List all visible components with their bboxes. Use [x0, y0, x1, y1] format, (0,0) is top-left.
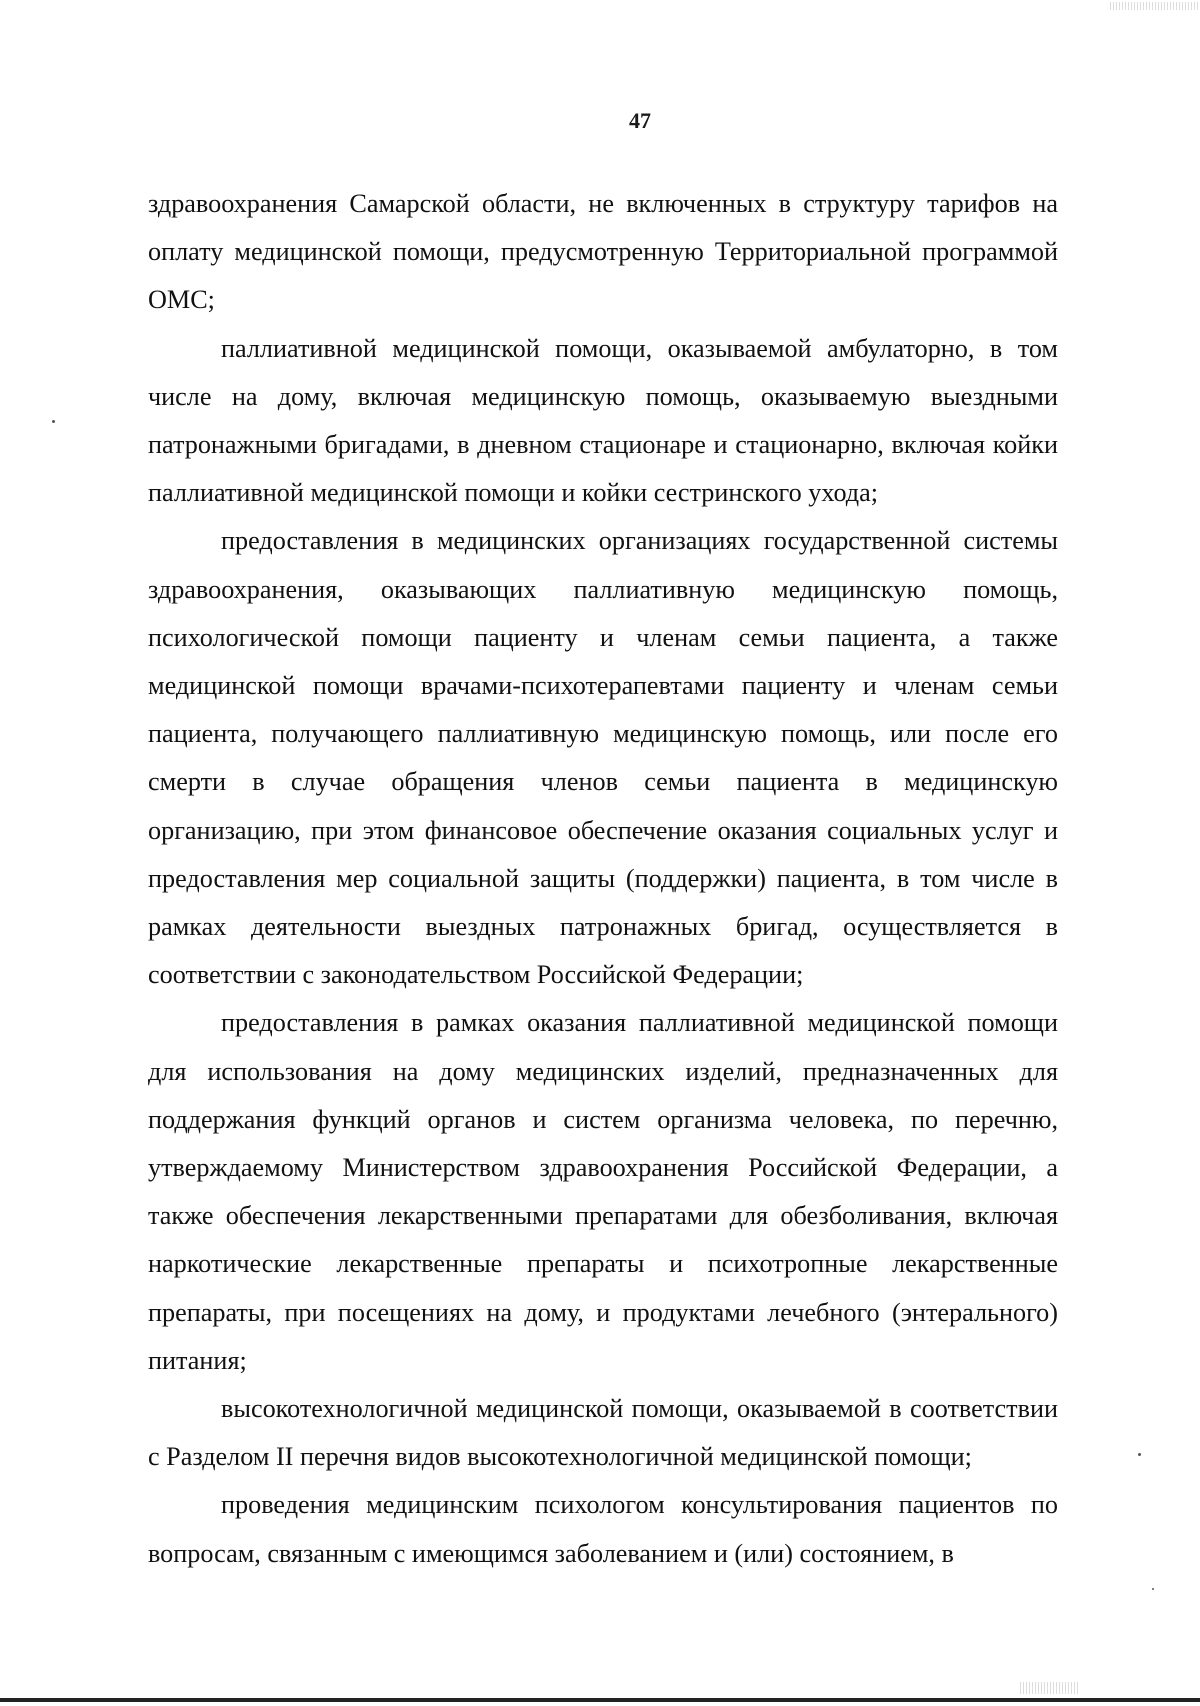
scan-edge-line — [0, 1698, 1200, 1702]
scan-speck — [52, 420, 55, 423]
paragraph-3: предоставления в медицинских организациях государственной системы здравоохранения, оказывающих паллиативную медицинскую помощь, психологической помощи пациенту и членам семьи пациента, а также медицинской помощи врачами-психотерапевтами пациенту и членам семьи пациента, получающего паллиативную медицинскую помощь, или после его смерти в случае обращения членов семьи пациента в медицинскую организацию, при этом финансовое обеспечение оказания социальных услуг и предоставления мер социальной защиты (поддержки) пациента, в том числе в рамках деятельности выездных патронажных бригад, осуществляется в соответствии с законодательством Российской Федерации; — [148, 526, 1058, 990]
paragraph-1: здравоохранения Самарской области, не включенных в структуру тарифов на оплату медицинской помощи, предусмотренную Территориальной программой ОМС; — [148, 189, 1058, 315]
scan-smudge — [1110, 2, 1198, 10]
paragraph-6: проведения медицинским психологом консультирования пациентов по вопросам, связанным с имеющимся заболеванием и (или) состоянием, в — [148, 1490, 1058, 1568]
page-number: 47 — [629, 108, 651, 133]
scan-speck — [1152, 1588, 1154, 1590]
body-text — [148, 180, 1058, 1578]
paragraph-5: высокотехнологичной медицинской помощи, оказываемой в соответствии с Разделом II перечня видов высокотехнологичной медицинской помощи; — [148, 1394, 1058, 1472]
paragraph-2: паллиативной медицинской помощи, оказываемой амбулаторно, в том числе на дому, включая медицинскую помощь, оказываемую выездными патронажными бригадами, в дневном стационаре и стационарно, включая койки паллиативной медицинской помощи и койки сестринского ухода; — [148, 333, 1058, 508]
scan-smudge — [1020, 1682, 1080, 1694]
paragraph-4: предоставления в рамках оказания паллиативной медицинской помощи для использования на дому медицинских изделий, предназначенных для поддержания функций органов и систем организма человека, по перечню, утверждаемому Министерством здравоохранения Российской Федерации, а также обеспечения лекарственными препаратами для обезболивания, включая наркотические лекарственные препараты и психотропные лекарственные препараты, при посещениях на дому, и продуктами лечебного (энтерального) питания; — [148, 1008, 1058, 1375]
scan-speck — [1138, 1453, 1141, 1456]
